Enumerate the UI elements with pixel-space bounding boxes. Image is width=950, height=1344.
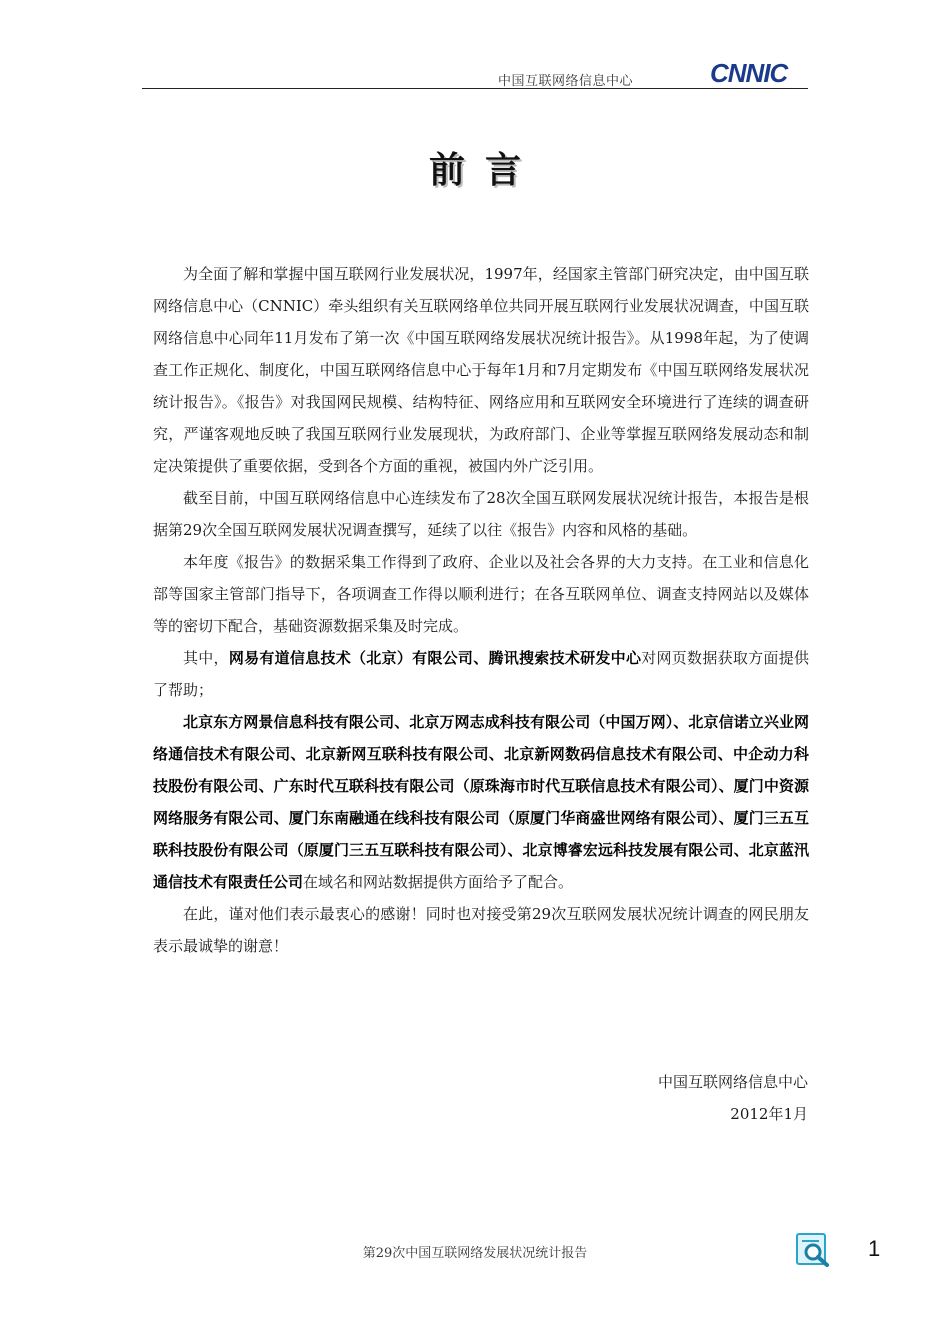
page-number: 1 [868, 1236, 881, 1261]
header-org-name: 中国互联网络信息中心 [498, 74, 634, 89]
cnnic-logo [710, 58, 806, 88]
paragraph-4 [153, 642, 809, 706]
paragraph-4-suffix: 对网页数据获取方面提供了帮助； [153, 649, 809, 699]
paragraph-5-companies: 北京东方网景信息科技有限公司、北京万网志成科技有限公司（中国万网）、北京信诺立兴业网络通信技术有限公司、北京新网互联科技有限公司、北京新网数码信息技术有限公司、中企动力科技股份有限公司、广东时代互联科技有限公司（原珠海市时代互联信息技术有限公司）、厦门中资源网络服务有限公司、厦门东南融通在线科技有限公司（原厦门华商盛世网络有限公司）、厦门三五互联科技股份有限公司（原厦门三五互联科技有限公司）、北京博睿宏远科技发展有限公司、北京蓝汛通信技术有限责任公司 [153, 713, 809, 891]
page-header [142, 58, 808, 90]
paragraph-6: 在此，谨对他们表示最衷心的感谢！同时也对接受第29次互联网发展状况统计调查的网民朋友表示最诚挚的谢意！ [153, 905, 809, 955]
paragraph-1: 为全面了解和掌握中国互联网行业发展状况，1997年，经国家主管部门研究决定，由中国互联网络信息中心（CNNIC）牵头组织有关互联网络单位共同开展互联网行业发展状况调查，中国互联网络信息中心同年11月发布了第一次《中国互联网络发展状况统计报告》。从1998年起，为了使调查工作正规化、制度化，中国互联网络信息中心于每年1月和7月定期发布《中国互联网络发展状况统计报告》。《报告》对我国网民规模、结构特征、网络应用和互联网安全环境进行了连续的调查研究，严谨客观地反映了我国互联网行业发展现状，为政府部门、企业等掌握互联网络发展动态和制定决策提供了重要依据，受到各个方面的重视，被国内外广泛引用。 [153, 265, 809, 475]
paragraph-5-suffix: 在域名和网站数据提供方面给予了配合。 [303, 873, 574, 891]
signature-org: 中国互联网络信息中心 [657, 1073, 808, 1091]
footer-report-title: 第29次中国互联网络发展状况统计报告 [362, 1246, 588, 1261]
signature-block [658, 1066, 808, 1130]
preface-body [153, 258, 809, 962]
paragraph-3: 本年度《报告》的数据采集工作得到了政府、企业以及社会各界的大力支持。在工业和信息化部等国家主管部门指导下，各项调查工作得以顺利进行；在各互联网单位、调查支持网站以及媒体等的密切下配合，基础资源数据采集及时完成。 [153, 553, 809, 635]
paragraph-2: 截至目前，中国互联网络信息中心连续发布了28次全国互联网发展状况统计报告，本报告是根据第29次全国互联网发展状况调查撰写，延续了以往《报告》内容和风格的基础。 [153, 489, 809, 539]
page-title: 前言 [428, 149, 541, 191]
paragraph-4-companies: 网易有道信息技术（北京）有限公司、腾讯搜索技术研发中心 [228, 649, 642, 667]
paragraph-5 [153, 706, 809, 898]
header-divider [142, 88, 808, 89]
logo-text: CNNIC [710, 58, 788, 88]
magnifier-report-icon [795, 1232, 831, 1268]
signature-date: 2012年1月 [730, 1105, 808, 1123]
paragraph-4-prefix: 其中， [183, 649, 229, 667]
